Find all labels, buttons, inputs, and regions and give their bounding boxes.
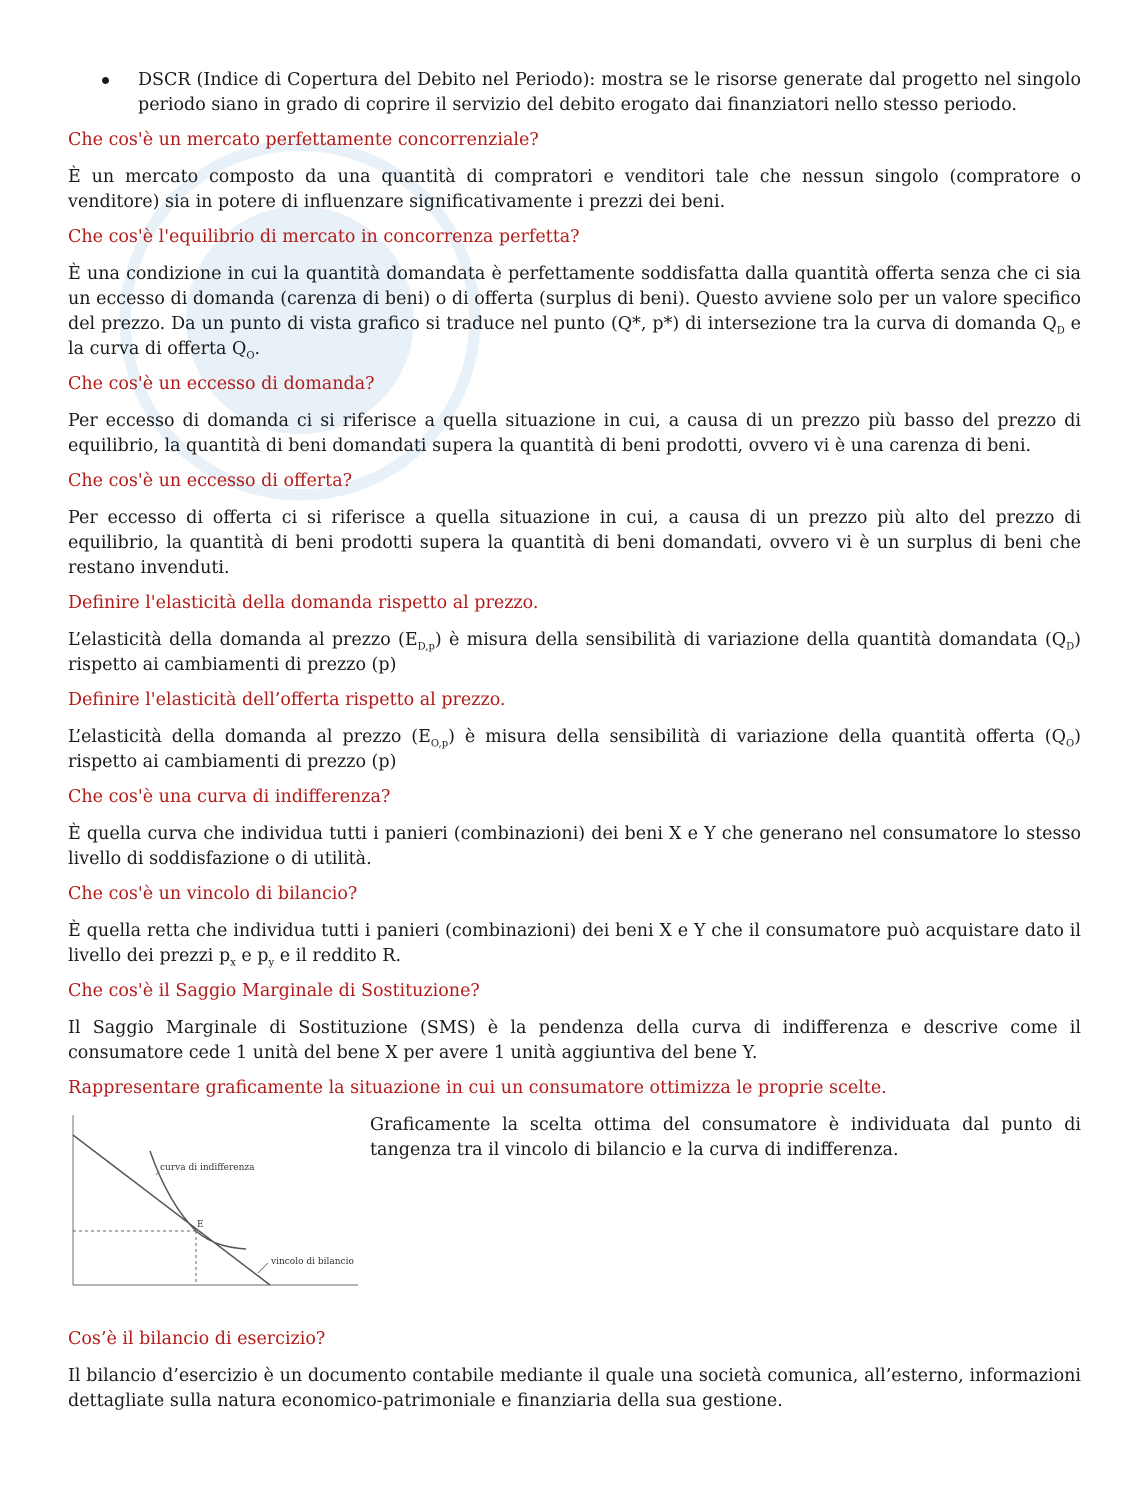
bullet-text: DSCR (Indice di Copertura del Debito nel Periodo): mostra se le risorse generate dal progetto nel singolo periodo siano in grado di coprire il servizio del debito erogato dai finanziatori nello stesso periodo. (138, 70, 1081, 115)
question-heading: Che cos'è un eccesso di offerta? (68, 471, 353, 491)
answer-paragraph (68, 725, 1081, 775)
subscript: O,p (430, 738, 449, 750)
graph-description: Graficamente la scelta ottima del consumatore è individuata dal punto di tangenza tra il vincolo di bilancio e la curva di indifferenza. (370, 1115, 1081, 1160)
subscript: D (1066, 641, 1075, 653)
bullet-dscr (68, 68, 1081, 118)
answer-paragraph: Per eccesso di offerta ci si riferisce a quella situazione in cui, a causa di un prezzo più alto del prezzo di equilibrio, la quantità di beni prodotti supera la quantità di beni domandati, ovvero vi è un surplus di beni che restano invenduti. (68, 508, 1081, 578)
question-heading: Che cos'è una curva di indifferenza? (68, 787, 391, 807)
document-content (68, 68, 1081, 1414)
budget-line (73, 1135, 270, 1285)
question-heading: Che cos'è un vincolo di bilancio? (68, 884, 358, 904)
answer-text: L’elasticità della domanda al prezzo (E (68, 630, 418, 650)
question-heading: Che cos'è un mercato perfettamente concorrenziale? (68, 130, 539, 150)
answer-paragraph: È un mercato composto da una quantità di compratori e venditori tale che nessun singolo (compratore o venditore) sia in potere di influenzare significativamente i prezzi dei beni. (68, 167, 1081, 212)
subscript: x (230, 957, 236, 969)
graph-svg (68, 1113, 368, 1293)
question-heading: Che cos'è il Saggio Marginale di Sostituzione? (68, 981, 480, 1001)
answer-text: e il reddito R. (274, 946, 402, 966)
answer-paragraph (68, 628, 1081, 678)
answer-text: e la curva di offerta Q (68, 314, 1081, 359)
subscript: D,p (417, 641, 435, 653)
subscript: O (1065, 738, 1075, 750)
bullet-dot-icon (102, 77, 109, 84)
answer-paragraph: Il bilancio d’esercizio è un documento contabile mediante il quale una società comunica, all’esterno, informazioni dettagliate sulla natura economico-patrimoniale e finanziaria della sua gestione. (68, 1366, 1081, 1411)
question-heading: Che cos'è l'equilibrio di mercato in concorrenza perfetta? (68, 227, 580, 247)
answer-text: ) rispetto ai cambiamenti di prezzo (p) (68, 727, 1081, 772)
answer-text: . (254, 339, 261, 359)
answer-paragraph (68, 919, 1081, 969)
subscript: O (246, 350, 255, 362)
question-heading: Rappresentare graficamente la situazione in cui un consumatore ottimizza le proprie scelte. (68, 1078, 887, 1098)
answer-text: ) è misura della sensibilità di variazione della quantità domandata (Q (434, 630, 1067, 650)
question-heading: Cos’è il bilancio di esercizio? (68, 1329, 326, 1349)
answer-paragraph: Il Saggio Marginale di Sostituzione (SMS) è la pendenza della curva di indifferenza e descrive come il consumatore cede 1 unità del bene X per avere 1 unità aggiuntiva del bene Y. (68, 1018, 1081, 1063)
answer-text: È quella retta che individua tutti i panieri (combinazioni) dei beni X e Y che il consumatore può acquistare dato il livello dei prezzi p (68, 921, 1081, 966)
answer-paragraph: Per eccesso di domanda ci si riferisce a quella situazione in cui, a causa di un prezzo più basso del prezzo di equilibrio, la quantità di beni domandati supera la quantità di beni prodotti, ovvero vi è una carenza di beni. (68, 411, 1081, 456)
curve-label: curva di indifferenza (160, 1163, 255, 1173)
answer-text: ) è misura della sensibilità di variazione della quantità offerta (Q (448, 727, 1066, 747)
answer-text: e p (235, 946, 269, 966)
subscript: D (1056, 325, 1065, 337)
graph-row (68, 1113, 1081, 1323)
answer-text: È una condizione in cui la quantità domandata è perfettamente soddisfatta dalla quantità offerta senza che ci sia un eccesso di domanda (carenza di beni) o di offerta (surplus di beni). Questo avviene solo per un valore specifico del prezzo. Da un punto di vista grafico si traduce nel punto (Q*, p*) di intersezione tra la curva di domanda Q (68, 264, 1081, 334)
answer-paragraph (68, 262, 1081, 362)
question-heading: Definire l'elasticità della domanda rispetto al prezzo. (68, 593, 539, 613)
line-label-leader (258, 1263, 268, 1273)
question-heading: Che cos'è un eccesso di domanda? (68, 374, 375, 394)
answer-text: L’elasticità della domanda al prezzo (E (68, 727, 431, 747)
subscript: y (268, 957, 275, 969)
question-heading: Definire l'elasticità dell’offerta rispetto al prezzo. (68, 690, 506, 710)
answer-text: ) rispetto ai cambiamenti di prezzo (p) (68, 630, 1081, 675)
consumer-choice-graph (68, 1113, 368, 1293)
answer-paragraph: È quella curva che individua tutti i panieri (combinazioni) dei beni X e Y che generano nel consumatore lo stesso livello di soddisfazione o di utilità. (68, 824, 1081, 869)
line-label: vincolo di bilancio (271, 1257, 354, 1267)
point-label: E (197, 1220, 204, 1230)
